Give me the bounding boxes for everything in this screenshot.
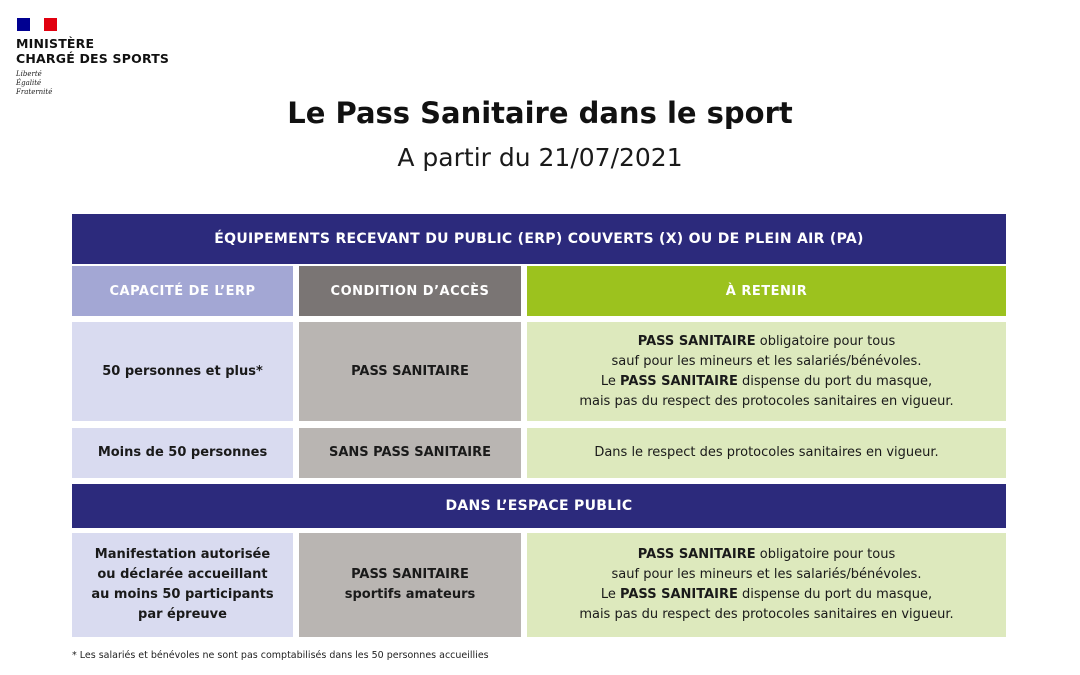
row1-line1-rest: obligatoire pour tous	[755, 333, 896, 349]
row3-capacity-line3: au moins 50 participants	[91, 587, 274, 602]
row3-pass-bold: PASS SANITAIRE	[637, 547, 756, 562]
ministry-name-line2: CHARGÉ DES SPORTS	[16, 51, 170, 66]
row3-capacity-line4: par épreuve	[138, 607, 227, 622]
row1-line3-rest: dispense du port du masque,	[737, 373, 933, 389]
row3-retenir-line1	[579, 545, 953, 565]
row3-line3-bold: PASS SANITAIRE	[620, 587, 738, 602]
french-flag-icon	[17, 18, 57, 31]
header-retenir: À RETENIR	[527, 266, 1006, 316]
row3-line1-rest: obligatoire pour tous	[755, 547, 896, 562]
republic-motto	[16, 70, 169, 97]
row2-capacity: Moins de 50 personnes	[72, 428, 293, 478]
row1-retenir-line3	[579, 372, 953, 392]
header-condition: CONDITION D’ACCÈS	[299, 266, 521, 316]
section-band-erp: ÉQUIPEMENTS RECEVANT DU PUBLIC (ERP) COUVERTS (X) OU DE PLEIN AIR (PA)	[72, 214, 1006, 264]
row3-capacity-text	[91, 545, 273, 625]
ministry-name-line1: MINISTÈRE	[16, 36, 95, 51]
row3-capacity-line2: ou déclarée accueillant	[97, 567, 268, 582]
page-subtitle: A partir du 21/07/2021	[397, 143, 683, 172]
ministry-name	[16, 36, 169, 66]
motto-egalite: Égalité	[16, 79, 42, 87]
footnote: * Les salariés et bénévoles ne sont pas comptabilisés dans les 50 personnes accueillies	[72, 650, 489, 661]
row1-line3-a: Le	[600, 373, 621, 389]
row2-retenir: Dans le respect des protocoles sanitaires en vigueur.	[527, 428, 1006, 478]
row3-retenir	[527, 533, 1006, 637]
row1-capacity: 50 personnes et plus*	[72, 322, 293, 421]
row3-line3-a: Le	[600, 587, 621, 602]
ministry-logo	[16, 18, 169, 97]
row1-line3-bold: PASS SANITAIRE	[620, 373, 738, 389]
row3-capacity-line1: Manifestation autorisée	[94, 547, 271, 562]
row3-condition-line1: PASS SANITAIRE	[351, 567, 469, 582]
header-capacity: CAPACITÉ DE L’ERP	[72, 266, 293, 316]
row1-retenir-line4: mais pas du respect des protocoles sanitaires en vigueur.	[579, 393, 954, 409]
row3-retenir-line4: mais pas du respect des protocoles sanitaires en vigueur.	[579, 607, 954, 622]
row3-condition-text	[345, 565, 476, 605]
page-title: Le Pass Sanitaire dans le sport	[287, 96, 793, 130]
row1-retenir-line2: sauf pour les mineurs et les salariés/bénévoles.	[611, 353, 922, 369]
row3-condition	[299, 533, 521, 637]
row1-retenir-line1	[579, 332, 953, 352]
row1-retenir-text	[579, 332, 953, 412]
row3-retenir-text	[579, 545, 953, 625]
row1-retenir	[527, 322, 1006, 421]
row3-line3-rest: dispense du port du masque,	[737, 587, 933, 602]
motto-liberte: Liberté	[16, 70, 42, 78]
row3-retenir-line2: sauf pour les mineurs et les salariés/bénévoles.	[611, 567, 922, 582]
row3-condition-line2: sportifs amateurs	[344, 587, 476, 602]
row3-retenir-line3	[579, 585, 953, 605]
row2-condition: SANS PASS SANITAIRE	[299, 428, 521, 478]
row1-condition: PASS SANITAIRE	[299, 322, 521, 421]
row3-capacity	[72, 533, 293, 637]
row1-pass-bold: PASS SANITAIRE	[637, 333, 756, 349]
motto-fraternite: Fraternité	[16, 88, 53, 96]
section-band-public-space: DANS L’ESPACE PUBLIC	[72, 484, 1006, 528]
